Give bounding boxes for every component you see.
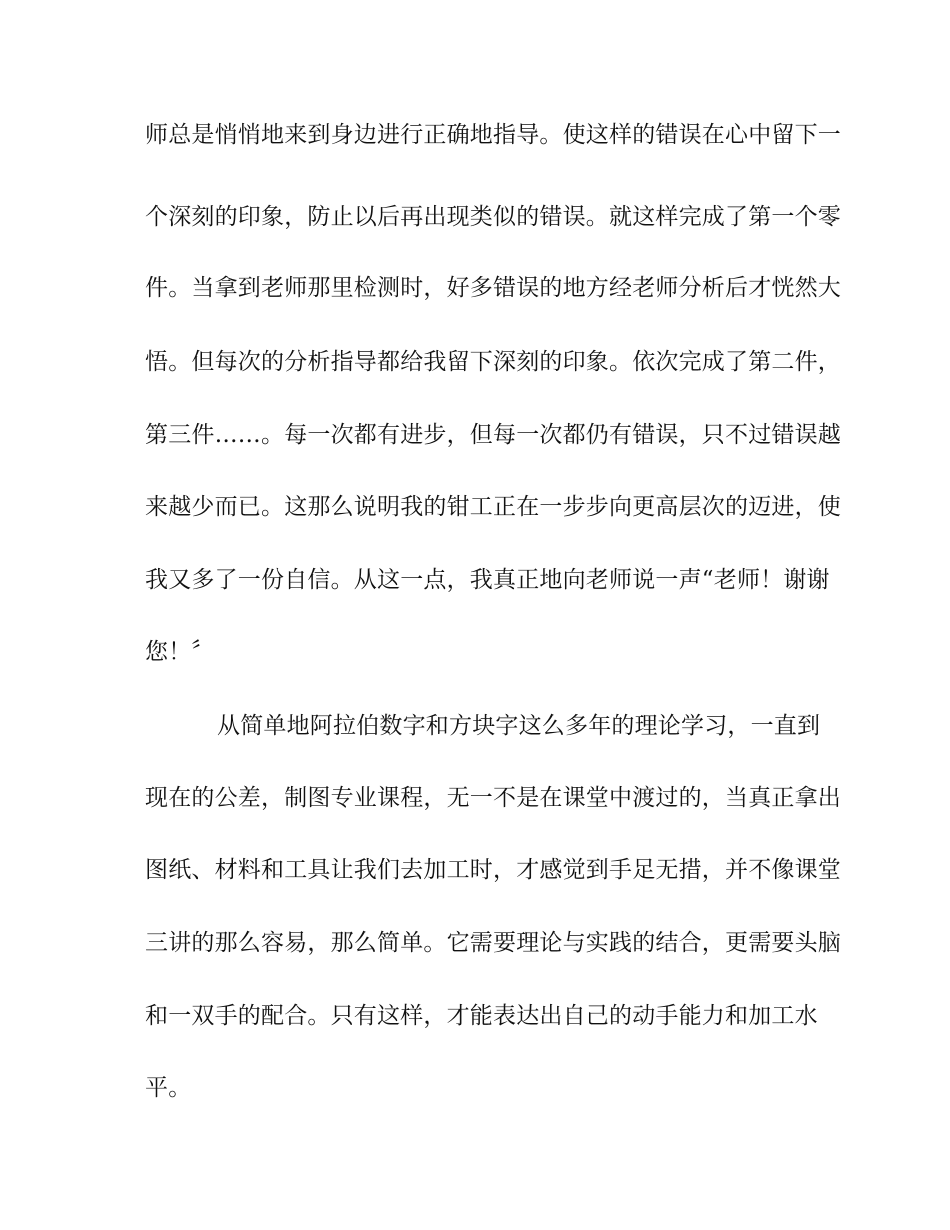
text-line: 和一双手的配合。只有这样，才能表达出自己的动手能力和加工水 [145,1003,818,1029]
text-line: 第三件……。每一次都有进步，但每一次都仍有错误，只不过错误越 [145,422,841,448]
text-line: 来越少而已。这那么说明我的钳工正在一步步向更高层次的迈进，使 [145,494,841,520]
text-line: 件。当拿到老师那里检测时，好多错误的地方经老师分析后才恍然大 [145,275,841,301]
text-line: 师总是悄悄地来到身边进行正确地指导。使这样的错误在心中留下一 [145,122,841,148]
text-line: 三讲的那么容易，那么简单。它需要理论与实践的结合，更需要头脑 [145,930,841,956]
text-line: 图纸、材料和工具让我们去加工时，才感觉到手足无措，并不像课堂 [145,857,841,883]
text-line: 从简单地阿拉伯数字和方块字这么多年的理论学习，一直到 [217,713,821,739]
text-line: 平。 [145,1075,192,1101]
text-line: 您！〞 [145,639,215,665]
text-line: 我又多了一份自信。从这一点，我真正地向老师说一声“老师！谢谢 [145,567,830,593]
text-line: 悟。但每次的分析指导都给我留下深刻的印象。依次完成了第二件， [145,349,841,375]
text-line: 现在的公差，制图专业课程，无一不是在课堂中渡过的，当真正拿出 [145,785,841,811]
text-line: 个深刻的印象，防止以后再出现类似的错误。就这样完成了第一个零 [145,204,841,230]
